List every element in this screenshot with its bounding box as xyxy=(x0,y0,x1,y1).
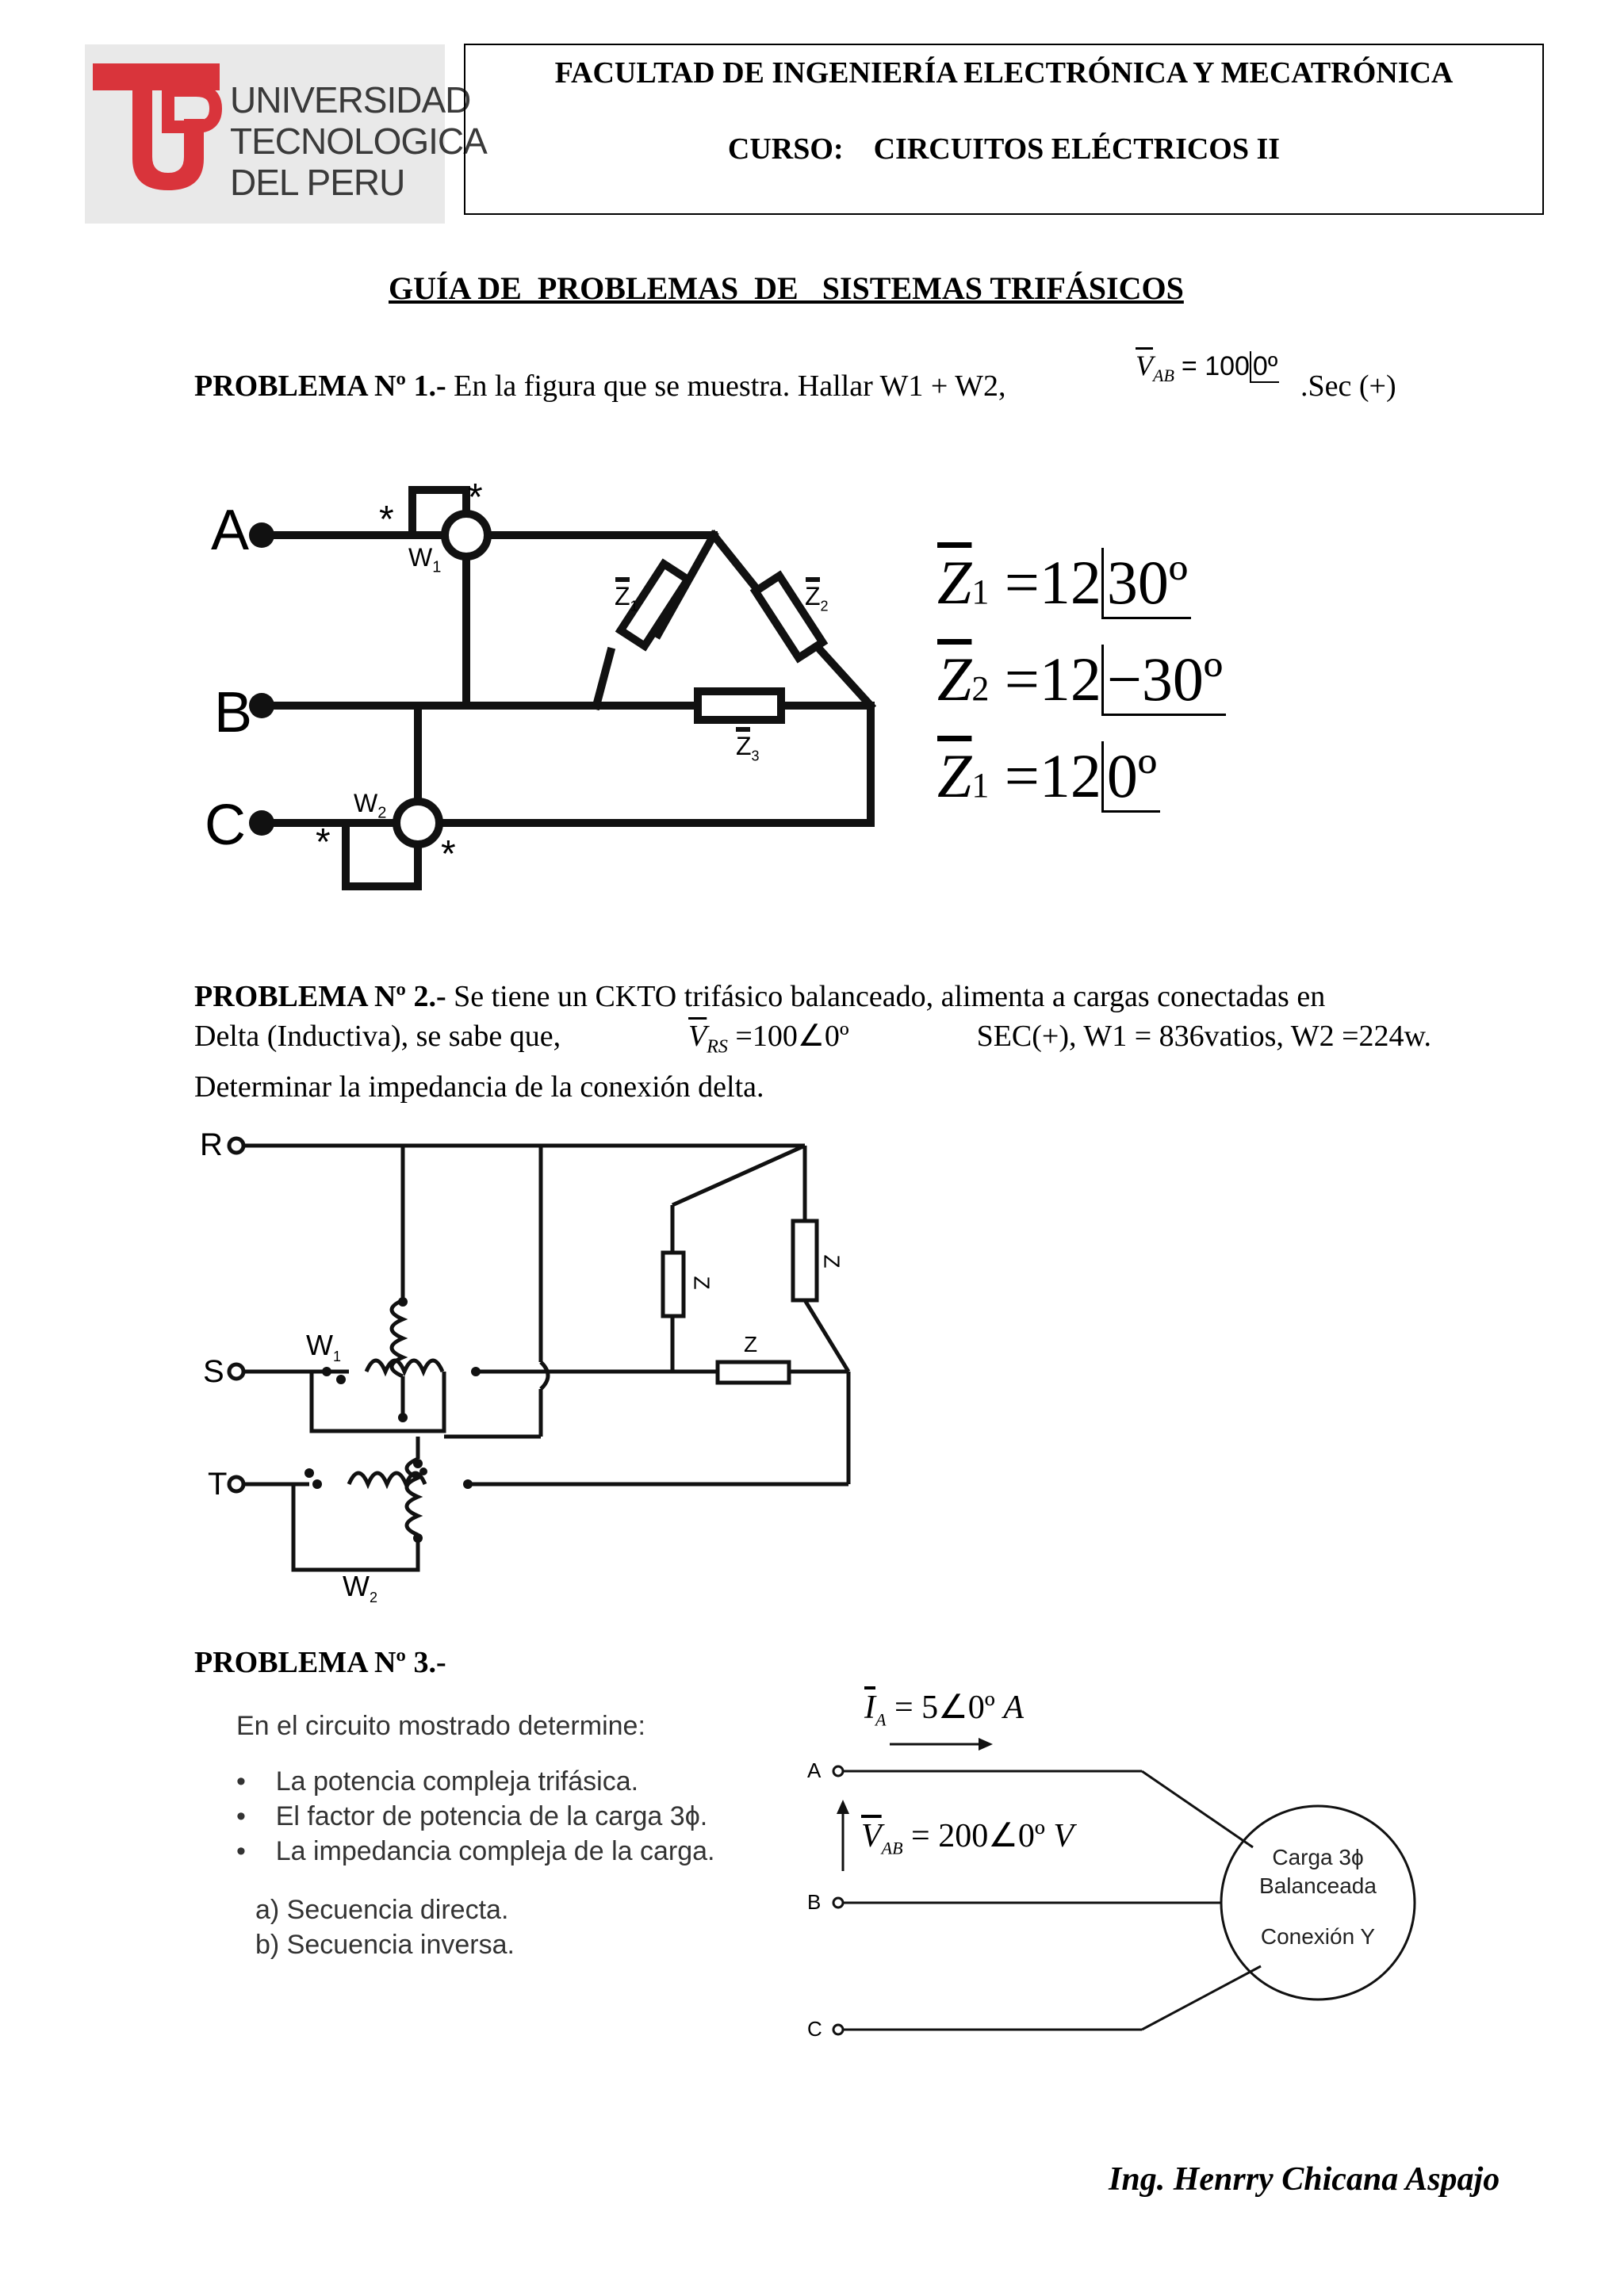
i-symbol: $\overline{I}$ xyxy=(864,1689,875,1726)
problem-3-intro: En el circuito mostrado determine: xyxy=(236,1711,645,1741)
star-mark: * xyxy=(441,833,456,875)
v-value: =100∠0º xyxy=(735,1020,849,1053)
eq-z-sub: 1 xyxy=(971,766,990,805)
problem-2-label: PROBLEMA Nº 2.- xyxy=(194,980,446,1013)
v-value: = 100 xyxy=(1181,351,1250,381)
v-sub: AB xyxy=(1153,365,1174,386)
bullet-text: La potencia compleja trifásica. xyxy=(275,1766,639,1797)
z1-sub: 1 xyxy=(630,598,638,614)
faculty-title: FACULTAD DE INGENIERÍA ELECTRÓNICA Y MECATRÓNICA xyxy=(554,56,1454,90)
v-symbol: $\overline{V}$ xyxy=(861,1818,882,1854)
eq-magnitude: =12 xyxy=(1004,645,1101,714)
problem-1-label: PROBLEMA Nº 1.- xyxy=(194,369,446,403)
node-b-label: B xyxy=(807,1890,822,1914)
bullet-item: • La impedancia compleja de la carga. xyxy=(236,1836,715,1866)
star-mark: * xyxy=(468,476,483,519)
z-label: Z xyxy=(689,1276,714,1290)
node-a-label: A xyxy=(807,1758,822,1782)
z1-text: Z xyxy=(615,582,630,610)
load-label xyxy=(1221,1843,1415,1951)
w2-text: W xyxy=(343,1570,370,1602)
course-label: CURSO: xyxy=(727,132,844,166)
v-symbol: $\overline{V}$ xyxy=(1136,350,1153,381)
voltage-annotation xyxy=(861,1816,1074,1858)
star-mark: * xyxy=(379,499,394,541)
v-sub: AB xyxy=(881,1838,903,1858)
eq-z-symbol: $\overline{Z}$ xyxy=(937,548,972,617)
v-angle: 0º xyxy=(1250,351,1279,383)
eq-angle: 30º xyxy=(1101,548,1191,619)
load-line-2: Balanceada xyxy=(1259,1873,1377,1898)
z3-text: Z xyxy=(736,732,752,760)
bullet-text: La impedancia compleja de la carga. xyxy=(275,1836,715,1866)
w1-text: W xyxy=(408,543,433,572)
eq-magnitude: =12 xyxy=(1004,741,1101,810)
bullet-text: El factor de potencia de la carga 3ϕ. xyxy=(275,1801,708,1831)
option-b: b) Secuencia inversa. xyxy=(255,1930,515,1960)
node-t-label: T xyxy=(208,1467,228,1502)
w2-sub: 2 xyxy=(377,804,387,822)
z-label: Z xyxy=(819,1254,845,1269)
v-symbol: $\overline{V}$ xyxy=(688,1020,707,1053)
eq-z-symbol: $\overline{Z}$ xyxy=(937,645,972,714)
i-sub: A xyxy=(875,1709,887,1730)
problem-2-line-2b: SEC(+), W1 = 836vatios, W2 =224w. xyxy=(976,1020,1431,1053)
w2-text: W xyxy=(354,789,378,817)
bullet-item: • El factor de potencia de la carga 3ϕ. xyxy=(236,1801,708,1831)
page-title: GUÍA DE PROBLEMAS DE SISTEMAS TRIFÁSICOS xyxy=(389,270,1184,306)
logo-line-1: UNIVERSIDAD xyxy=(230,79,471,121)
node-r-label: R xyxy=(200,1127,223,1162)
load-line-1: Carga 3ϕ xyxy=(1272,1845,1364,1869)
i-unit: A xyxy=(1003,1689,1024,1726)
star-mark: * xyxy=(316,821,331,863)
i-value: = 5∠0º xyxy=(894,1689,995,1726)
w1-text: W xyxy=(306,1329,333,1361)
logo-line-2: TECNOLOGICA xyxy=(230,121,487,162)
node-s-label: S xyxy=(203,1354,224,1389)
z3-sub: 3 xyxy=(751,748,760,764)
node-a-label: A xyxy=(211,499,250,562)
problem-2-line-1: Se tiene un CKTO trifásico balanceado, alimenta a cargas conectadas en xyxy=(446,980,1326,1013)
z2-sub: 2 xyxy=(820,598,829,614)
author-footer: Ing. Henrry Chicana Aspajo xyxy=(1109,2161,1500,2198)
z2-text: Z xyxy=(805,582,821,610)
load-line-3: Conexión Y xyxy=(1260,1924,1376,1949)
node-b-label: B xyxy=(214,681,253,744)
bullet-item: • La potencia compleja trifásica. xyxy=(236,1766,639,1797)
v-value: = 200∠0º xyxy=(911,1818,1045,1854)
node-c-label: C xyxy=(205,794,246,857)
v-unit: V xyxy=(1053,1818,1074,1854)
w2-sub: 2 xyxy=(369,1590,377,1606)
course-name: CIRCUITOS ELÉCTRICOS II xyxy=(873,132,1281,166)
option-a: a) Secuencia directa. xyxy=(255,1895,509,1925)
eq-z-sub: 2 xyxy=(971,669,990,708)
problem-2-line-3: Determinar la impedancia de la conexión delta. xyxy=(194,1070,764,1104)
eq-z-sub: 1 xyxy=(971,572,990,611)
eq-angle: 0º xyxy=(1101,741,1160,813)
logo-line-3: DEL PERU xyxy=(230,162,405,203)
z-label: Z xyxy=(744,1332,758,1357)
v-sub: RS xyxy=(707,1036,728,1058)
problem-1-text: En la figura que se muestra. Hallar W1 + W2, xyxy=(446,369,1006,403)
eq-magnitude: =12 xyxy=(1004,548,1101,617)
w1-sub: 1 xyxy=(432,558,442,576)
current-annotation xyxy=(864,1687,1024,1730)
w1-sub: 1 xyxy=(332,1349,341,1365)
sequence-label: .Sec (+) xyxy=(1300,369,1396,403)
node-c-label: C xyxy=(807,2017,822,2041)
eq-z-symbol: $\overline{Z}$ xyxy=(937,741,972,810)
problem-2-line-2a: Delta (Inductiva), se sabe que, xyxy=(194,1020,561,1053)
eq-angle: −30º xyxy=(1101,645,1226,716)
problem-3-label: PROBLEMA Nº 3.- xyxy=(194,1646,446,1679)
